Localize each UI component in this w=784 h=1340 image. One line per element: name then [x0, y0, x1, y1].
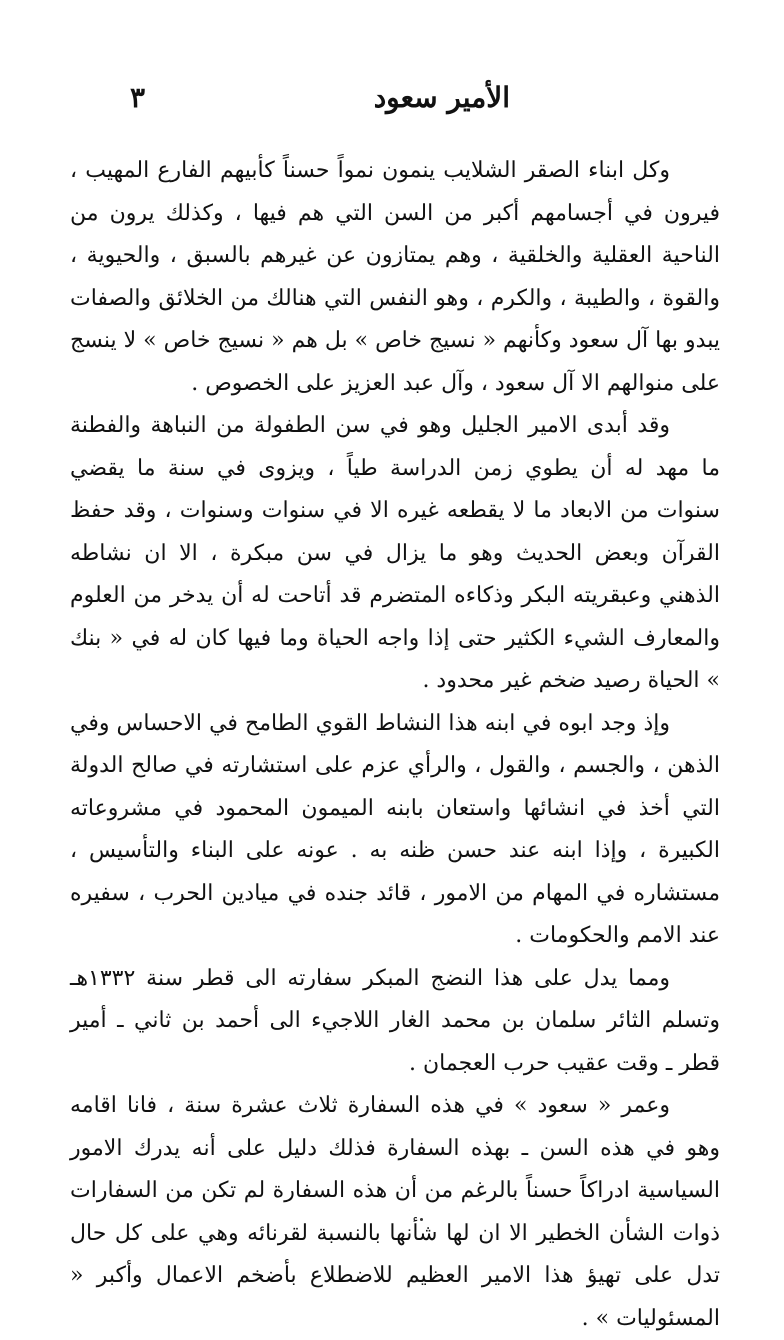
paragraph-5: وعمر « سعود » في هذه السفارة ثلاث عشرة سنة ، فانا اقامه وهو في هذه السن ـ بهذه السفارة فذلك دليل على أنه يدرك الامور السياسية ادراكاً حسناً بالرغم من أن هذه السفارة لم تكن من السفارات ذوات الشأن الخطير الا ان لها شأنها بالنسبة لقرنائه وهي على كل حال تدل على تهيؤ هذا الامير العظيم للاضطلاع بأضخم الاعمال وأكبر « المسئوليات » .	[70, 1093, 720, 1331]
paragraph-1: وكل ابناء الصقر الشلايب ينمون نمواً حسناً كأبيهم الفارع المهيب ، فيرون في أجسامهم أكبر من السن التي هم فيها ، وكذلك يرون من الناحية العقلية والخلقية ، وهم يمتازون عن غيرهم بالسبق ، والحيوية ، والقوة ، والطيبة ، والكرم ، وهو النفس التي هنالك من الخلائق والصفات يبدو بها آل سعود وكأنهم « نسيج خاص » بل هم « نسيج خاص » لا ينسج على منوالهم الا آل سعود ، وآل عبد العزيز على الخصوص .	[70, 158, 720, 396]
paragraph-4: ومما يدل على هذا النضج المبكر سفارته الى قطر سنة ١٣٣٢هـ وتسلم الثائر سلمان بن محمد الغار اللاجيء الى أحمد بن ثاني ـ أمير قطر ـ وقت عقيب حرب العجمان .	[70, 965, 720, 1076]
paragraph-2: وقد أبدى الامير الجليل وهو في سن الطفولة من النباهة والفطنة ما مهد له أن يطوي زمن الدراسة طياً ، ويزوى في سنة ما يقضي سنوات من الابعاد ما لا يقطعه غيره الا في سنوات وسنوات ، وقد حفظ القرآن وبعض الحديث وهو ما يزال في سن مبكرة ، الا ان نشاطه الذهني وعبقريته البكر وذكاءه المتضرم قد أتاحت له أن يدخر من العلوم والمعارف الشيء الكثير حتى إذا واجه الحياة وما فيها كان له في « بنك » الحياة رصيد ضخم غير محدود .	[70, 413, 720, 693]
running-title: الأمير سعود	[373, 81, 510, 114]
paragraph-3: وإذ وجد ابوه في ابنه هذا النشاط القوي الطامح في الاحساس وفي الذهن ، والجسم ، والقول ، والرأي عزم على استشارته في صالح الدولة التي أخذ في انشائها واستعان بابنه الميمون المحمود في مشروعاته الكبيرة ، وإذا ابنه عند حسن ظنه به . عونه على البناء والتأسيس ، مستشاره في المهام من الامور ، قائد جنده في ميادين الحرب ، سفيره عند الامم والحكومات .	[70, 710, 720, 948]
body-text	[70, 150, 720, 1340]
page-number: ٣	[130, 81, 146, 114]
print-speck	[420, 1218, 423, 1221]
page-header	[120, 78, 680, 118]
